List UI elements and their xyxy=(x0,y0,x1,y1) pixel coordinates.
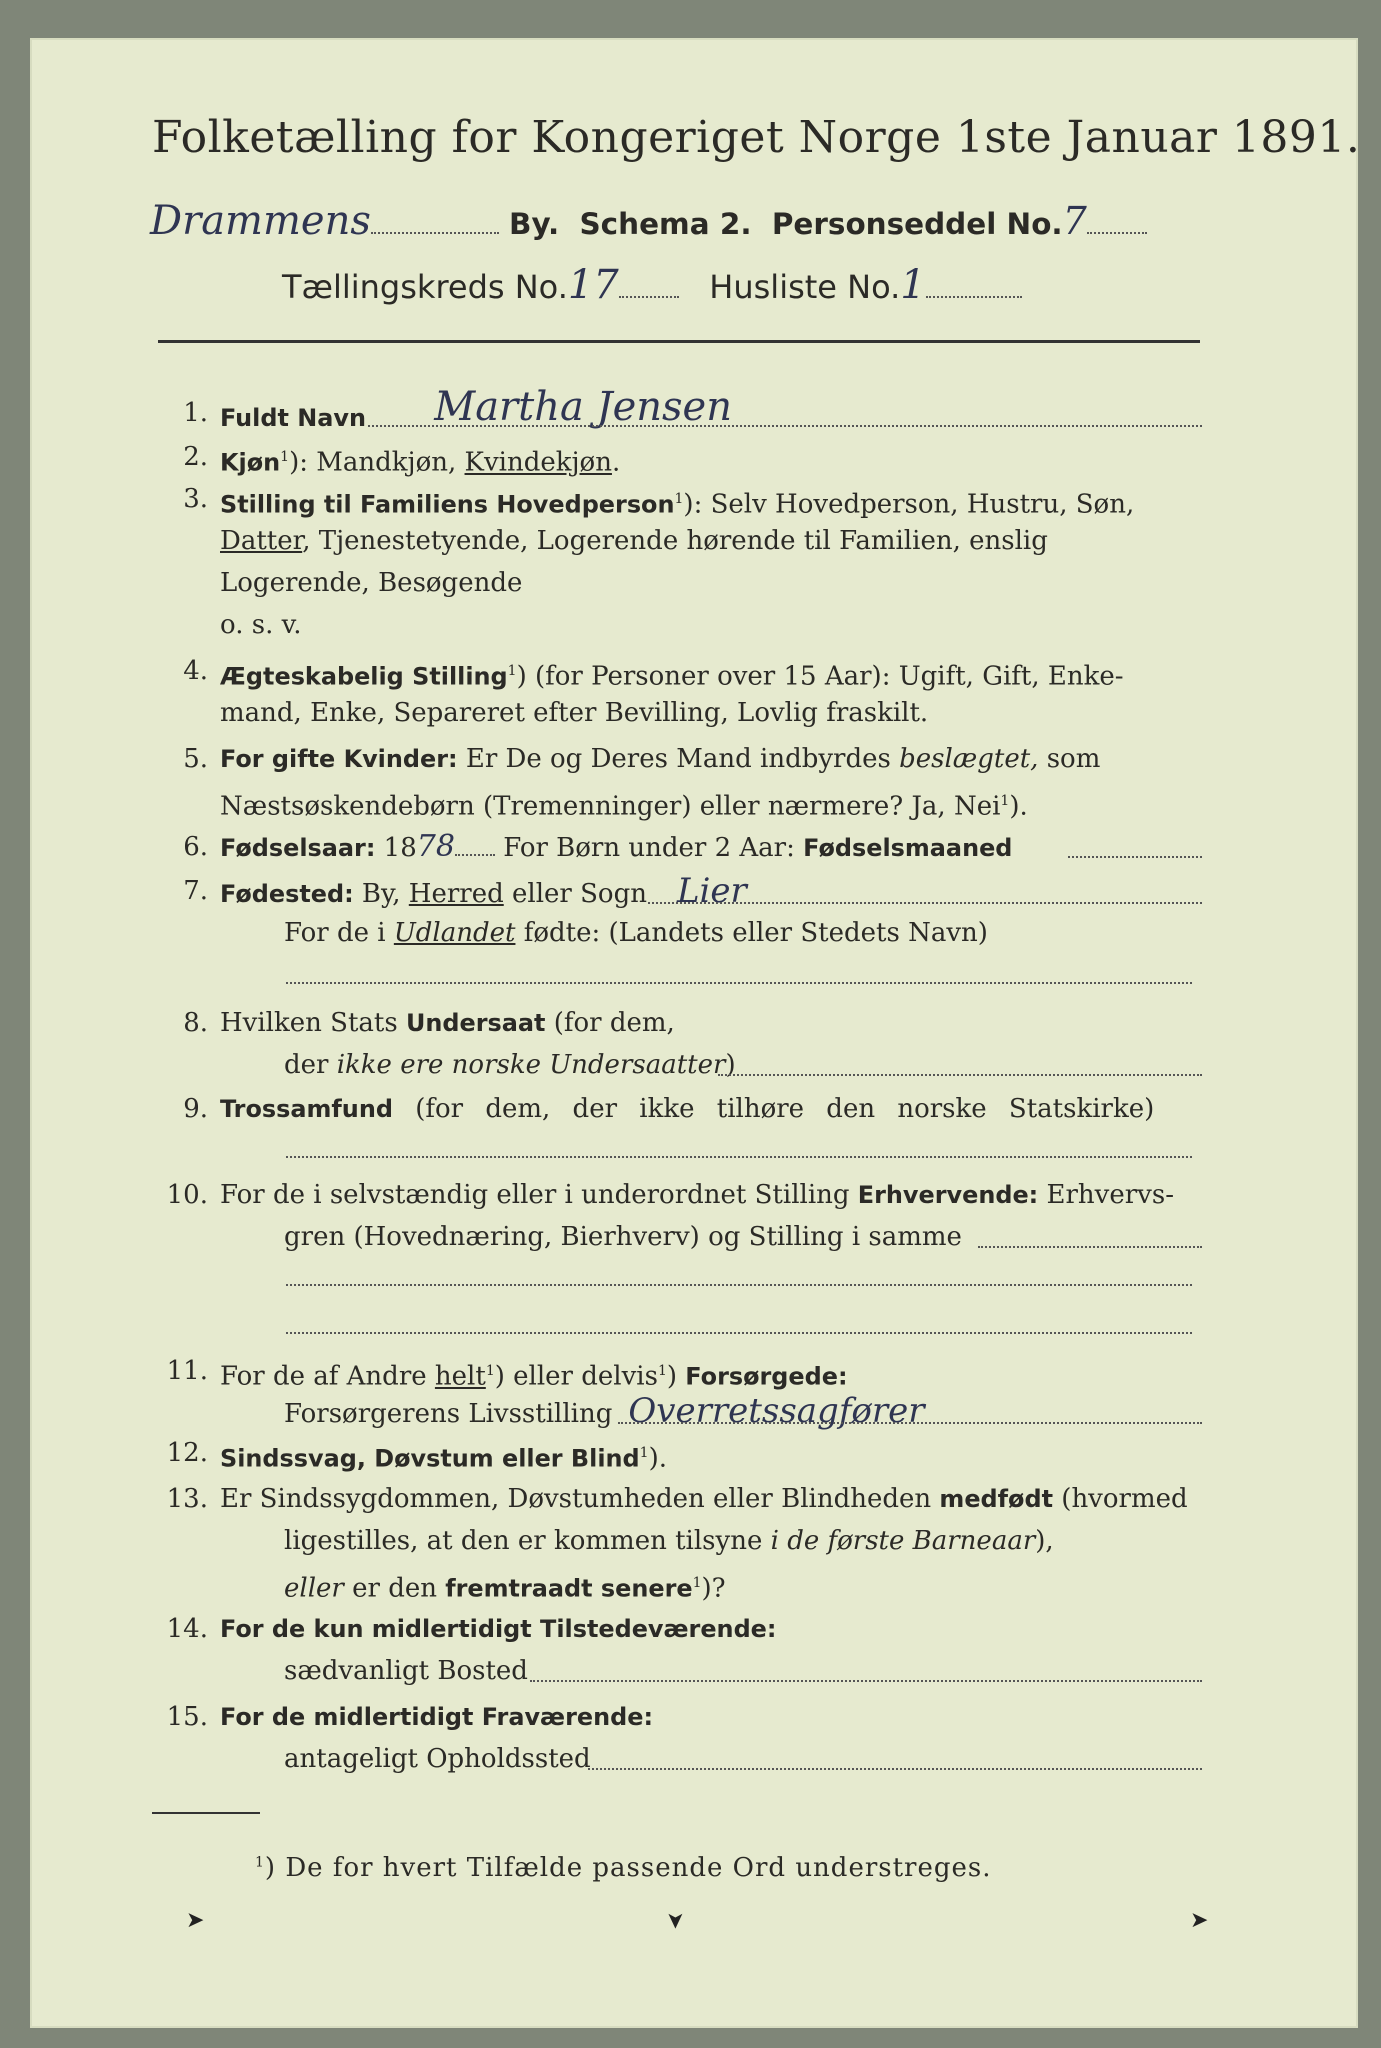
q11-dots xyxy=(618,1422,1202,1424)
q6-label: Fødselsaar: xyxy=(220,834,376,862)
q11-line1-underlined: helt xyxy=(434,1361,486,1392)
taellingskreds-number: 17 xyxy=(567,262,619,308)
q12-sup: 1 xyxy=(639,1445,649,1461)
q2-label: Kjøn xyxy=(220,448,281,477)
husliste-label: Husliste No. xyxy=(709,268,901,306)
q9-answer-line xyxy=(286,1156,1192,1158)
q3-line2-underlined: Datter xyxy=(220,526,303,556)
arrow-marker-icon: ➤ xyxy=(1190,1908,1209,1933)
q10-answer-line-2 xyxy=(286,1332,1192,1334)
q2-text-a: ): Mandkjøn, xyxy=(289,447,465,478)
q12-end: ). xyxy=(648,1443,668,1474)
q2-text xyxy=(220,442,620,478)
q13-line2-a: ligestilles, at den er kommen tilsyne xyxy=(284,1526,771,1556)
q7-text-a: By, xyxy=(353,879,409,909)
q3-line4: o. s. v. xyxy=(220,610,302,640)
q4-label: Ægteskabelig Stilling xyxy=(220,662,508,691)
q11-number: 11. xyxy=(166,1356,208,1386)
q11-line1-b: ) eller delvis xyxy=(494,1361,658,1392)
q2-text-b: Kvindekjøn xyxy=(464,447,612,478)
q11-answer-handwritten: Overretssagfører xyxy=(628,1391,925,1431)
q13-line3-sup: 1 xyxy=(692,1575,702,1591)
q7-line-1 xyxy=(220,871,747,911)
personseddel-label: Personseddel No. xyxy=(771,207,1063,241)
q8-line2-a: der xyxy=(284,1050,337,1080)
q13-line-2-text xyxy=(284,1526,1054,1556)
q3-line2-rest: , Tjenestetyende, Logerende hørende til Familien, enslig xyxy=(302,526,1048,556)
q6-dots xyxy=(1068,856,1202,858)
q13-line1-bold: medfødt xyxy=(939,1485,1054,1513)
q3-number: 3. xyxy=(183,484,208,514)
arrow-marker-icon: ➤ xyxy=(186,1908,205,1933)
q14-line2: sædvanligt Bosted xyxy=(284,1656,528,1686)
q1-text xyxy=(220,384,732,433)
q10-line-1 xyxy=(220,1180,1174,1210)
header-line-kreds xyxy=(282,262,1142,310)
q13-line1-c: (hvormed xyxy=(1053,1484,1188,1514)
q15-dots xyxy=(588,1768,1202,1770)
q5-line2-sup: 1 xyxy=(1000,793,1010,809)
q12-text xyxy=(220,1438,667,1474)
q7-text-underlined: Herred xyxy=(408,879,504,909)
q4-sup: 1 xyxy=(507,663,517,679)
q10-answer-line-1 xyxy=(286,1284,1192,1286)
q1-label: Fuldt Navn xyxy=(220,404,366,432)
q8-line2-italic: ikke ere norske Undersaatter xyxy=(336,1050,726,1080)
husliste-dots xyxy=(926,274,1022,298)
by-label: By. xyxy=(509,207,560,241)
q2-text-c: . xyxy=(611,447,621,478)
q12-label: Sindssvag, Døvstum eller Blind xyxy=(220,1444,640,1473)
q14-line1: For de kun midlertidigt Tilstedeværende: xyxy=(220,1615,777,1643)
q7-answer-line xyxy=(286,982,1192,984)
husliste-number: 1 xyxy=(900,262,926,308)
q12-number: 12. xyxy=(166,1438,208,1468)
q4-number: 4. xyxy=(183,656,208,686)
q14-dots xyxy=(530,1680,1202,1682)
q8-dots xyxy=(718,1074,1202,1076)
q6-rest-b: Fødselsmaaned xyxy=(803,834,1013,862)
q8-line2-b: ) xyxy=(725,1050,736,1080)
q11-sup-1: 1 xyxy=(485,1363,495,1379)
header-rule xyxy=(158,340,1200,343)
q6-number: 6. xyxy=(183,832,208,862)
footnote-sup: 1 xyxy=(255,1854,265,1871)
schema-label: Schema 2. xyxy=(579,207,752,241)
q15-line1: For de midlertidigt Fraværende: xyxy=(220,1703,654,1731)
q6-text xyxy=(220,829,1013,864)
q5-line1-italic: beslægtet, xyxy=(899,744,1039,774)
q4-line2: mand, Enke, Separeret efter Bevilling, Lovlig fraskilt. xyxy=(220,698,929,728)
q10-line1-bold: Erhvervende: xyxy=(857,1181,1039,1209)
q3-line1-rest: ): Selv Hovedperson, Hustru, Søn, xyxy=(683,489,1135,520)
q13-line3-bold: fremtraadt senere xyxy=(445,1574,693,1603)
q7-dots xyxy=(648,902,1202,904)
q6-year-prefix: 18 xyxy=(375,833,417,863)
q4-line1-rest: ) (for Personer over 15 Aar): Ugift, Gift, Enke- xyxy=(516,661,1124,692)
q11-line-1 xyxy=(220,1356,848,1392)
q7-label: Fødested: xyxy=(220,880,354,908)
q13-line3-a: er den xyxy=(343,1573,446,1604)
q11-line1-c: ) xyxy=(666,1361,686,1392)
q4-line-1 xyxy=(220,656,1124,692)
q2-sup: 1 xyxy=(280,449,290,465)
q7-number: 7. xyxy=(183,876,208,906)
q7-line2-b: fødte: (Landets eller Stedets Navn) xyxy=(515,918,988,948)
q11-line1-a: For de af Andre xyxy=(220,1361,435,1392)
q8-line-1 xyxy=(220,1008,675,1038)
q13-line2-b: ), xyxy=(1035,1526,1054,1556)
q11-line-2-text xyxy=(284,1391,925,1431)
q11-line2: Forsørgerens Livsstilling xyxy=(284,1399,613,1429)
footnote-rule xyxy=(152,1812,260,1814)
q8-line1-bold: Undersaat xyxy=(405,1009,546,1037)
q5-line2: Næstsøskendebørn (Tremenninger) eller nærmere? Ja, Nei xyxy=(220,791,1001,822)
q2-number: 2. xyxy=(183,442,208,472)
q5-line-2-text xyxy=(220,786,1028,822)
q3-label: Stilling til Familiens Hovedperson xyxy=(220,490,675,519)
q10-dots xyxy=(978,1246,1202,1248)
personseddel-dots xyxy=(1087,210,1147,234)
q5-line1-a: Er De og Deres Mand indbyrdes xyxy=(457,744,900,774)
q3-line3: Logerende, Besøgende xyxy=(220,568,523,598)
q8-number: 8. xyxy=(183,1008,208,1038)
q7-line2-a: For de i xyxy=(284,918,394,948)
q5-line1-b: som xyxy=(1038,744,1101,774)
q11-line1-bold: Forsørgede: xyxy=(685,1362,848,1391)
q5-number: 5. xyxy=(183,744,208,774)
question-11-line-2 xyxy=(158,1391,1202,1440)
question-1 xyxy=(158,384,1202,438)
city-dots xyxy=(371,210,499,234)
q13-line1-a: Er Sindssygdommen, Døvstumheden eller Blindheden xyxy=(220,1484,940,1514)
city-handwritten: Drammens xyxy=(150,198,371,244)
q7-text-b: eller Sogn xyxy=(503,879,647,909)
q11-sup-2: 1 xyxy=(657,1363,667,1379)
q10-number: 10. xyxy=(166,1180,208,1210)
q9-text xyxy=(220,1094,1154,1124)
q8-line1-c: (for dem, xyxy=(545,1008,675,1038)
q5-label: For gifte Kvinder: xyxy=(220,745,458,773)
q8-line1-a: Hvilken Stats xyxy=(220,1008,406,1038)
q8-line-2-text xyxy=(284,1050,736,1080)
footnote-text: ) De for hvert Tilfælde passende Ord understreges. xyxy=(264,1853,992,1883)
q6-year-handwritten: 78 xyxy=(416,829,455,864)
q6-year-dots xyxy=(455,836,495,856)
q9-number: 9. xyxy=(183,1094,208,1124)
q1-number: 1. xyxy=(183,398,208,428)
q7-line2-italic: Udlandet xyxy=(393,918,516,948)
q7-answer-handwritten: Lier xyxy=(676,871,747,911)
form-title: Folketælling for Kongeriget Norge 1ste Januar 1891. xyxy=(152,112,1361,163)
q15-number: 15. xyxy=(166,1702,208,1732)
q3-line-1 xyxy=(220,484,1134,520)
q9-rest: (for dem, der ikke tilhøre den norske Statskirke) xyxy=(392,1094,1155,1124)
q13-line-3-text xyxy=(284,1568,726,1604)
q13-line2-italic: i de første Barneaar xyxy=(770,1526,1036,1556)
q10-line1-c: Erhvervs- xyxy=(1038,1180,1174,1210)
arrow-marker-icon: ➤ xyxy=(662,1911,688,1930)
q1-dots xyxy=(368,425,1202,427)
q3-sup: 1 xyxy=(674,491,684,507)
q5-line2-end: ). xyxy=(1009,791,1028,822)
q13-line3-italic: eller xyxy=(284,1573,344,1604)
q13-line-1 xyxy=(220,1484,1188,1514)
q3-line-2-text xyxy=(220,526,1048,556)
q1-answer-handwritten: Martha Jensen xyxy=(434,384,732,430)
q10-line2: gren (Hovednæring, Bierhverv) og Stilling i samme xyxy=(284,1222,962,1252)
q10-line1-a: For de i selvstændig eller i underordnet Stilling xyxy=(220,1180,858,1210)
q6-rest-a: For Børn under 2 Aar: xyxy=(494,833,804,863)
q13-number: 13. xyxy=(166,1484,208,1514)
q14-number: 14. xyxy=(166,1614,208,1644)
header-line-city xyxy=(150,198,1210,248)
personseddel-number: 7 xyxy=(1062,199,1087,243)
taellingskreds-label: Tællingskreds No. xyxy=(282,268,568,306)
q7-line-2-text xyxy=(284,918,988,948)
q9-label: Trossamfund xyxy=(220,1095,393,1123)
footnote xyxy=(255,1853,992,1883)
taellingskreds-dots xyxy=(619,274,679,298)
q5-line-1 xyxy=(220,744,1100,774)
q15-line2: antageligt Opholdssted xyxy=(284,1744,591,1774)
q13-line3-c: )? xyxy=(701,1573,726,1604)
